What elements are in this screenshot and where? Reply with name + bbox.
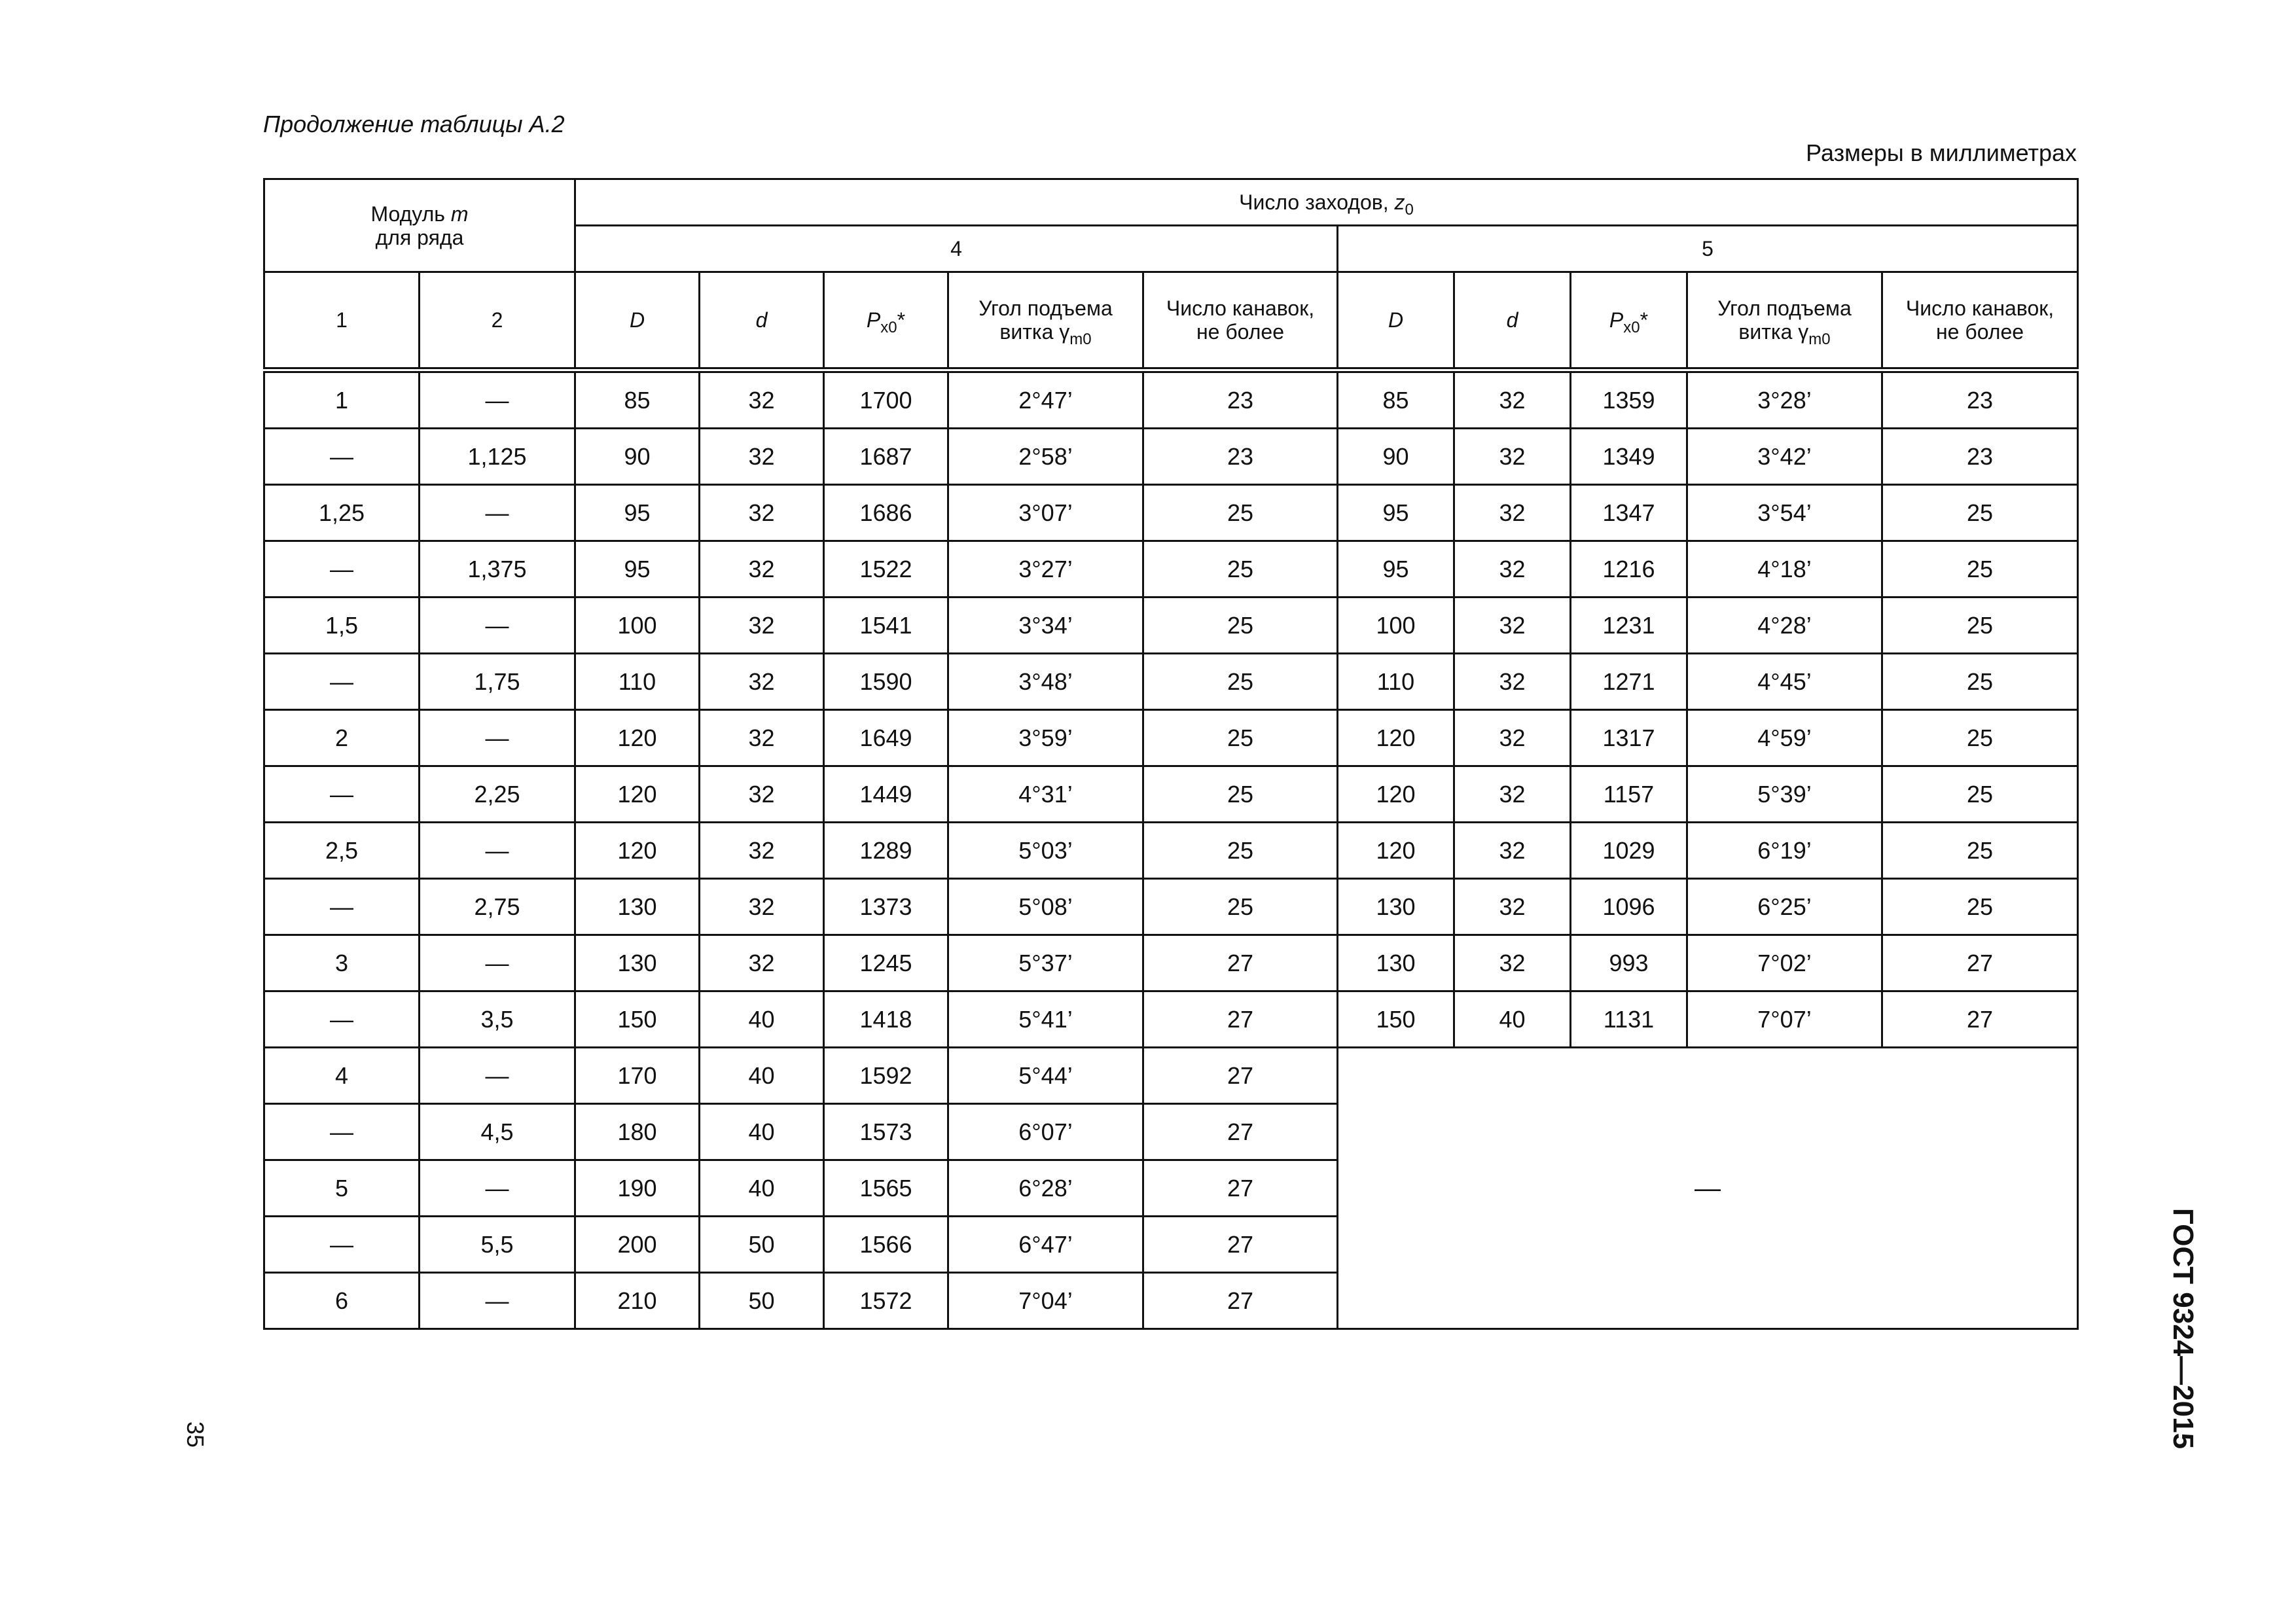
cell-grooves-4: 25 — [1143, 597, 1338, 654]
cell-Px0-5: 1131 — [1571, 991, 1687, 1048]
cell-D-4: 150 — [575, 991, 700, 1048]
units-note: Размеры в миллиметрах — [1806, 139, 2077, 166]
cell-D-5: 100 — [1338, 597, 1454, 654]
cell-series-1: — — [264, 1217, 420, 1273]
cell-d-4: 40 — [700, 1048, 824, 1104]
cell-Px0-4: 1449 — [824, 766, 948, 823]
cell-d-4: 32 — [700, 485, 824, 541]
cell-d-5: 32 — [1454, 935, 1571, 991]
cell-grooves-4: 25 — [1143, 879, 1338, 935]
cell-grooves-4: 27 — [1143, 1048, 1338, 1104]
table-row — [264, 541, 2078, 597]
cell-series-2: — — [420, 1160, 575, 1217]
cell-grooves-5: 25 — [1882, 597, 2078, 654]
cell-d-5: 32 — [1454, 823, 1571, 879]
cell-d-5: 32 — [1454, 654, 1571, 710]
group-header-5: 5 — [1338, 226, 2078, 272]
cell-Px0-5: 1271 — [1571, 654, 1687, 710]
table-row — [264, 879, 2078, 935]
cell-D-4: 110 — [575, 654, 700, 710]
col-angle-subscript: m0 — [1808, 330, 1831, 348]
cell-Px0-4: 1541 — [824, 597, 948, 654]
cell-d-4: 40 — [700, 991, 824, 1048]
cell-Px0-4: 1566 — [824, 1217, 948, 1273]
cell-D-5: 85 — [1338, 370, 1454, 429]
cell-grooves-5: 25 — [1882, 654, 2078, 710]
cell-d-5: 32 — [1454, 597, 1571, 654]
cell-angle-4: 3°59’ — [948, 710, 1143, 766]
col-P-star: * — [897, 308, 906, 332]
cell-series-1: 1 — [264, 370, 420, 429]
cell-d-5: 40 — [1454, 991, 1571, 1048]
table-row — [264, 370, 2078, 429]
cell-series-1: 6 — [264, 1273, 420, 1329]
cell-Px0-5: 1157 — [1571, 766, 1687, 823]
cell-Px0-4: 1245 — [824, 935, 948, 991]
col-grooves-label-1: Число канавок, — [1166, 296, 1315, 320]
col-d-header-5: d — [1454, 272, 1571, 370]
cell-angle-4: 2°58’ — [948, 429, 1143, 485]
cell-series-1: 2,5 — [264, 823, 420, 879]
cell-d-5: 32 — [1454, 766, 1571, 823]
data-table — [263, 178, 2079, 1330]
col-angle-symbol: γ — [1059, 320, 1070, 344]
cell-d-5: 32 — [1454, 429, 1571, 485]
cell-Px0-5: 1359 — [1571, 370, 1687, 429]
cell-grooves-4: 25 — [1143, 766, 1338, 823]
table-row — [264, 597, 2078, 654]
cell-series-2: — — [420, 935, 575, 991]
cell-grooves-4: 25 — [1143, 541, 1338, 597]
cell-angle-4: 5°41’ — [948, 991, 1143, 1048]
series-2-header: 2 — [420, 272, 575, 370]
cell-Px0-4: 1590 — [824, 654, 948, 710]
cell-grooves-5: 25 — [1882, 710, 2078, 766]
cell-angle-5: 4°45’ — [1687, 654, 1882, 710]
series-1-header: 1 — [264, 272, 420, 370]
cell-d-4: 32 — [700, 541, 824, 597]
cell-series-1: 4 — [264, 1048, 420, 1104]
cell-angle-5: 3°54’ — [1687, 485, 1882, 541]
cell-grooves-4: 27 — [1143, 991, 1338, 1048]
cell-series-1: 5 — [264, 1160, 420, 1217]
cell-grooves-5: 25 — [1882, 766, 2078, 823]
cell-Px0-5: 1347 — [1571, 485, 1687, 541]
group-header-4: 4 — [575, 226, 1338, 272]
cell-grooves-4: 27 — [1143, 935, 1338, 991]
cell-angle-5: 3°28’ — [1687, 370, 1882, 429]
col-angle-label-1: Угол подъема — [978, 296, 1113, 320]
cell-angle-5: 4°18’ — [1687, 541, 1882, 597]
cell-d-4: 32 — [700, 935, 824, 991]
cell-d-4: 32 — [700, 370, 824, 429]
cell-D-5: 120 — [1338, 766, 1454, 823]
col-angle-header-4 — [948, 272, 1143, 370]
cell-D-5: 130 — [1338, 879, 1454, 935]
cell-d-4: 32 — [700, 879, 824, 935]
col-angle-label-1: Угол подъема — [1717, 296, 1852, 320]
cell-D-4: 120 — [575, 823, 700, 879]
col-angle-symbol: γ — [1798, 320, 1809, 344]
cell-angle-4: 6°07’ — [948, 1104, 1143, 1160]
cell-grooves-4: 25 — [1143, 485, 1338, 541]
cell-D-4: 100 — [575, 597, 700, 654]
col-P-subscript: x0 — [880, 319, 897, 336]
cell-series-1: — — [264, 879, 420, 935]
cell-series-1: — — [264, 541, 420, 597]
col-d-header-4: d — [700, 272, 824, 370]
cell-grooves-4: 25 — [1143, 710, 1338, 766]
cell-D-4: 120 — [575, 766, 700, 823]
table-row — [264, 710, 2078, 766]
cell-D-4: 120 — [575, 710, 700, 766]
table-row — [264, 766, 2078, 823]
cell-D-4: 170 — [575, 1048, 700, 1104]
module-header-label: Модуль — [370, 202, 445, 226]
cell-series-1: 1,25 — [264, 485, 420, 541]
cell-angle-5: 4°28’ — [1687, 597, 1882, 654]
cell-series-2: 1,75 — [420, 654, 575, 710]
col-D-header-5: D — [1338, 272, 1454, 370]
cell-angle-5: 3°42’ — [1687, 429, 1882, 485]
cell-angle-4: 3°07’ — [948, 485, 1143, 541]
cell-grooves-4: 23 — [1143, 429, 1338, 485]
cell-Px0-4: 1522 — [824, 541, 948, 597]
cell-grooves-5: 25 — [1882, 485, 2078, 541]
cell-D-4: 190 — [575, 1160, 700, 1217]
cell-Px0-4: 1418 — [824, 991, 948, 1048]
cell-series-1: 3 — [264, 935, 420, 991]
col-D-header-4: D — [575, 272, 700, 370]
col-angle-subscript: m0 — [1069, 330, 1092, 348]
col-grooves-header-4 — [1143, 272, 1338, 370]
cell-grooves-5: 27 — [1882, 991, 2078, 1048]
col-grooves-label-1: Число канавок, — [1905, 296, 2054, 320]
page-number: 35 — [182, 1421, 209, 1448]
cell-d-4: 32 — [700, 823, 824, 879]
col-P-star: * — [1640, 308, 1649, 332]
cell-Px0-5: 1349 — [1571, 429, 1687, 485]
cell-Px0-4: 1289 — [824, 823, 948, 879]
cell-Px0-4: 1565 — [824, 1160, 948, 1217]
cell-angle-4: 5°08’ — [948, 879, 1143, 935]
cell-grooves-5: 27 — [1882, 935, 2078, 991]
cell-grooves-4: 27 — [1143, 1273, 1338, 1329]
cell-Px0-4: 1573 — [824, 1104, 948, 1160]
cell-angle-4: 3°27’ — [948, 541, 1143, 597]
cell-Px0-5: 1029 — [1571, 823, 1687, 879]
cell-D-4: 200 — [575, 1217, 700, 1273]
cell-D-4: 180 — [575, 1104, 700, 1160]
module-header — [264, 179, 575, 272]
cell-angle-4: 4°31’ — [948, 766, 1143, 823]
cell-series-2: 3,5 — [420, 991, 575, 1048]
cell-D-5: 95 — [1338, 485, 1454, 541]
cell-D-5: 120 — [1338, 710, 1454, 766]
cell-Px0-5: 993 — [1571, 935, 1687, 991]
cell-d-4: 40 — [700, 1104, 824, 1160]
table-row — [264, 991, 2078, 1048]
cell-d-4: 32 — [700, 766, 824, 823]
table-row — [264, 654, 2078, 710]
standard-designation: ГОСТ 9324—2015 — [2167, 1207, 2199, 1450]
cell-series-2: — — [420, 1048, 575, 1104]
cell-angle-4: 6°47’ — [948, 1217, 1143, 1273]
cell-grooves-5: 25 — [1882, 541, 2078, 597]
cell-D-5: 120 — [1338, 823, 1454, 879]
merged-dash-cell: — — [1338, 1048, 2078, 1329]
cell-series-1: — — [264, 654, 420, 710]
cell-D-4: 210 — [575, 1273, 700, 1329]
cell-series-1: — — [264, 429, 420, 485]
table-body — [264, 370, 2078, 1329]
cell-grooves-4: 27 — [1143, 1104, 1338, 1160]
cell-series-2: 1,375 — [420, 541, 575, 597]
cell-d-4: 40 — [700, 1160, 824, 1217]
cell-angle-5: 7°02’ — [1687, 935, 1882, 991]
cell-grooves-5: 23 — [1882, 370, 2078, 429]
cell-angle-4: 3°34’ — [948, 597, 1143, 654]
cell-angle-5: 4°59’ — [1687, 710, 1882, 766]
cell-d-4: 50 — [700, 1217, 824, 1273]
cell-D-4: 130 — [575, 879, 700, 935]
cell-angle-4: 3°48’ — [948, 654, 1143, 710]
col-P-symbol: P — [1609, 308, 1624, 332]
cell-series-2: — — [420, 485, 575, 541]
cell-angle-5: 6°25’ — [1687, 879, 1882, 935]
cell-d-5: 32 — [1454, 879, 1571, 935]
cell-grooves-5: 23 — [1882, 429, 2078, 485]
col-P-subscript: x0 — [1623, 319, 1640, 336]
cell-Px0-4: 1686 — [824, 485, 948, 541]
cell-series-2: — — [420, 597, 575, 654]
cell-series-2: 2,25 — [420, 766, 575, 823]
cell-Px0-4: 1572 — [824, 1273, 948, 1329]
cell-D-5: 95 — [1338, 541, 1454, 597]
cell-series-2: — — [420, 710, 575, 766]
cell-d-4: 32 — [700, 597, 824, 654]
cell-Px0-4: 1649 — [824, 710, 948, 766]
cell-series-2: 2,75 — [420, 879, 575, 935]
cell-D-5: 110 — [1338, 654, 1454, 710]
cell-angle-4: 6°28’ — [948, 1160, 1143, 1217]
cell-d-4: 50 — [700, 1273, 824, 1329]
cell-Px0-4: 1373 — [824, 879, 948, 935]
cell-d-5: 32 — [1454, 541, 1571, 597]
cell-angle-5: 7°07’ — [1687, 991, 1882, 1048]
cell-d-4: 32 — [700, 710, 824, 766]
starts-header — [575, 179, 2078, 226]
table-caption: Продолжение таблицы А.2 — [263, 111, 565, 137]
cell-grooves-5: 25 — [1882, 823, 2078, 879]
cell-series-1: — — [264, 1104, 420, 1160]
col-angle-label-2: витка — [999, 320, 1054, 344]
cell-grooves-4: 27 — [1143, 1160, 1338, 1217]
cell-series-2: — — [420, 823, 575, 879]
module-header-series: для ряда — [375, 225, 464, 249]
cell-series-2: 5,5 — [420, 1217, 575, 1273]
cell-angle-4: 5°03’ — [948, 823, 1143, 879]
cell-Px0-4: 1687 — [824, 429, 948, 485]
cell-series-2: — — [420, 1273, 575, 1329]
cell-Px0-5: 1216 — [1571, 541, 1687, 597]
table-row — [264, 935, 2078, 991]
cell-D-5: 150 — [1338, 991, 1454, 1048]
cell-D-5: 90 — [1338, 429, 1454, 485]
col-grooves-label-2: не более — [1936, 320, 2024, 344]
table-row — [264, 1048, 2078, 1104]
cell-Px0-4: 1700 — [824, 370, 948, 429]
cell-d-5: 32 — [1454, 710, 1571, 766]
cell-grooves-5: 25 — [1882, 879, 2078, 935]
cell-grooves-4: 23 — [1143, 370, 1338, 429]
cell-Px0-5: 1096 — [1571, 879, 1687, 935]
cell-d-4: 32 — [700, 654, 824, 710]
starts-subscript: 0 — [1405, 201, 1414, 219]
table-row — [264, 485, 2078, 541]
col-P-header-4 — [824, 272, 948, 370]
cell-D-5: 130 — [1338, 935, 1454, 991]
cell-series-1: 2 — [264, 710, 420, 766]
cell-D-4: 90 — [575, 429, 700, 485]
cell-series-1: — — [264, 766, 420, 823]
cell-series-2: 4,5 — [420, 1104, 575, 1160]
col-angle-header-5 — [1687, 272, 1882, 370]
starts-symbol: z — [1394, 190, 1405, 214]
cell-series-2: — — [420, 370, 575, 429]
cell-Px0-5: 1317 — [1571, 710, 1687, 766]
cell-grooves-4: 25 — [1143, 654, 1338, 710]
cell-D-4: 130 — [575, 935, 700, 991]
col-P-symbol: P — [866, 308, 881, 332]
module-symbol: m — [450, 202, 469, 226]
cell-d-5: 32 — [1454, 370, 1571, 429]
cell-angle-4: 7°04’ — [948, 1273, 1143, 1329]
cell-d-4: 32 — [700, 429, 824, 485]
col-angle-label-2: витка — [1738, 320, 1793, 344]
cell-grooves-4: 25 — [1143, 823, 1338, 879]
col-grooves-label-2: не более — [1196, 320, 1285, 344]
cell-D-4: 95 — [575, 485, 700, 541]
cell-angle-4: 5°37’ — [948, 935, 1143, 991]
cell-d-5: 32 — [1454, 485, 1571, 541]
starts-header-label: Число заходов, — [1239, 190, 1389, 214]
cell-Px0-4: 1592 — [824, 1048, 948, 1104]
cell-angle-4: 2°47’ — [948, 370, 1143, 429]
table-row — [264, 823, 2078, 879]
cell-angle-4: 5°44’ — [948, 1048, 1143, 1104]
cell-series-2: 1,125 — [420, 429, 575, 485]
cell-D-4: 95 — [575, 541, 700, 597]
cell-Px0-5: 1231 — [1571, 597, 1687, 654]
cell-series-1: 1,5 — [264, 597, 420, 654]
cell-angle-5: 5°39’ — [1687, 766, 1882, 823]
cell-series-1: — — [264, 991, 420, 1048]
table-row — [264, 429, 2078, 485]
col-grooves-header-5 — [1882, 272, 2078, 370]
cell-angle-5: 6°19’ — [1687, 823, 1882, 879]
col-P-header-5 — [1571, 272, 1687, 370]
cell-D-4: 85 — [575, 370, 700, 429]
cell-grooves-4: 27 — [1143, 1217, 1338, 1273]
